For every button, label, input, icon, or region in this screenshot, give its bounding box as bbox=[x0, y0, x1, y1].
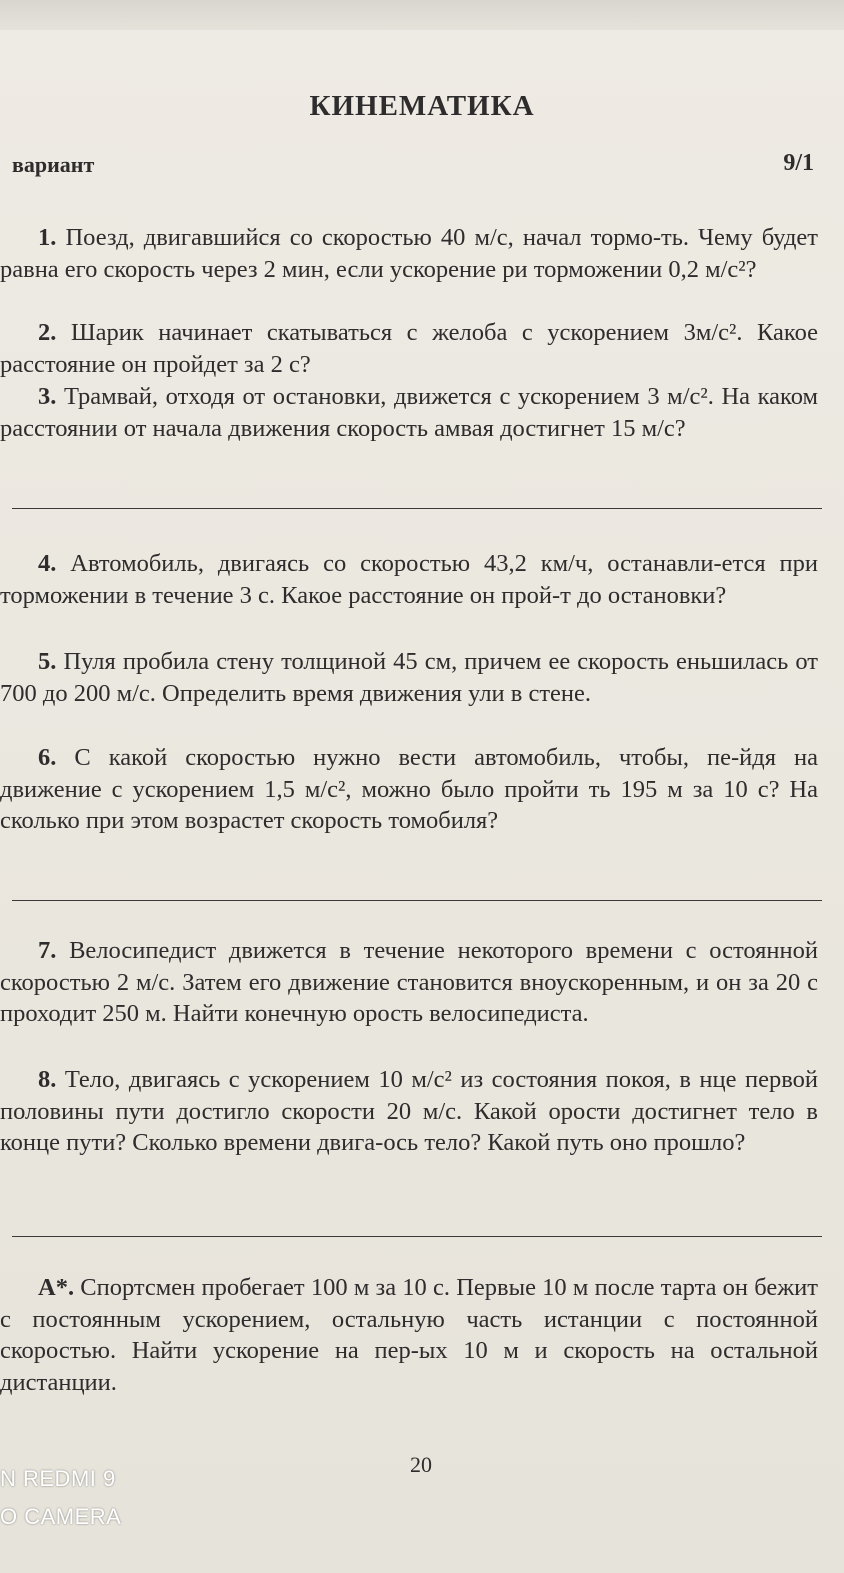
problem-number: 3. bbox=[38, 383, 57, 410]
problem-star bbox=[0, 1272, 818, 1398]
problem-number: 5. bbox=[38, 648, 57, 675]
problem-number: 7. bbox=[38, 937, 57, 964]
camera-watermark-model: N REDMI 9 bbox=[0, 1466, 116, 1491]
problem-8 bbox=[0, 1064, 818, 1159]
section-divider bbox=[12, 1236, 822, 1237]
problem-4 bbox=[0, 548, 818, 611]
section-divider bbox=[12, 508, 822, 509]
problem-text: Спортсмен пробегает 100 м за 10 с. Первые 10 м после тарта он бежит с постоянным ускорением, остальную часть истанции с постоянной скоростью. Найти ускорение на пер-ых 10 м и скорость на остальной дистанции. bbox=[0, 1274, 819, 1396]
problem-2 bbox=[0, 317, 818, 380]
problem-text: Трамвай, отходя от остановки, движется с ускорением 3 м/с². На каком расстоянии от начала движения скорость амвая достигнет 15 м/с? bbox=[0, 383, 819, 442]
problem-number: 4. bbox=[38, 550, 57, 577]
problem-6 bbox=[0, 742, 818, 837]
problem-number: 1. bbox=[38, 224, 57, 251]
section-divider bbox=[12, 900, 822, 901]
problem-text: Пуля пробила стену толщиной 45 см, причем ее скорость еньшилась от 700 до 200 м/с. Определить время движения ули в стене. bbox=[0, 648, 818, 707]
variant-label: вариант bbox=[12, 152, 95, 177]
problem-number: 2. bbox=[38, 319, 57, 346]
problem-text: Велосипедист движется в течение некоторого времени с остоянной скоростью 2 м/с. Затем его движение становится вноускоренным, и он за 20 с проходит 250 м. Найти конечную орость велосипедиста. bbox=[0, 937, 819, 1027]
problem-text: Тело, двигаясь с ускорением 10 м/с² из состояния покоя, в нце первой половины пути достигло скорости 20 м/с. Какой орости достигнет тело в конце пути? Сколько времени двига-ось тело? Какой путь оно прошло? bbox=[0, 1066, 819, 1156]
problem-3 bbox=[0, 381, 818, 444]
problem-text: Шарик начинает скатываться с желоба с ускорением 3м/с². Какое расстояние он пройдет за 2 с? bbox=[0, 319, 818, 378]
problem-5 bbox=[0, 646, 818, 709]
page-top-edge bbox=[0, 0, 844, 30]
page-number: 20 bbox=[410, 1452, 432, 1477]
problem-7 bbox=[0, 935, 818, 1030]
problem-1 bbox=[0, 222, 818, 285]
page-title: КИНЕМАТИКА bbox=[309, 90, 535, 122]
variant-code: 9/1 bbox=[783, 150, 814, 176]
problem-text: Автомобиль, двигаясь со скоростью 43,2 км/ч, останавли-ется при торможении в течение 3 с. Какое расстояние он прой-т до остановки? bbox=[0, 550, 818, 609]
problem-number: 8. bbox=[38, 1066, 57, 1093]
problem-text: С какой скоростью нужно вести автомобиль, чтобы, пе-йдя на движение с ускорением 1,5 м/с², можно было пройти ть 195 м за 10 с? На сколько при этом возрастет скорость томобиля? bbox=[0, 744, 818, 834]
problem-text: Поезд, двигавшийся со скоростью 40 м/с, начал тормо-ть. Чему будет равна его скорость через 2 мин, если ускорение ри торможении 0,2 м/с²? bbox=[0, 224, 819, 283]
problem-number: 6. bbox=[38, 744, 57, 771]
problem-number: А*. bbox=[38, 1274, 75, 1301]
camera-watermark-label: O CAMERA bbox=[0, 1504, 122, 1529]
